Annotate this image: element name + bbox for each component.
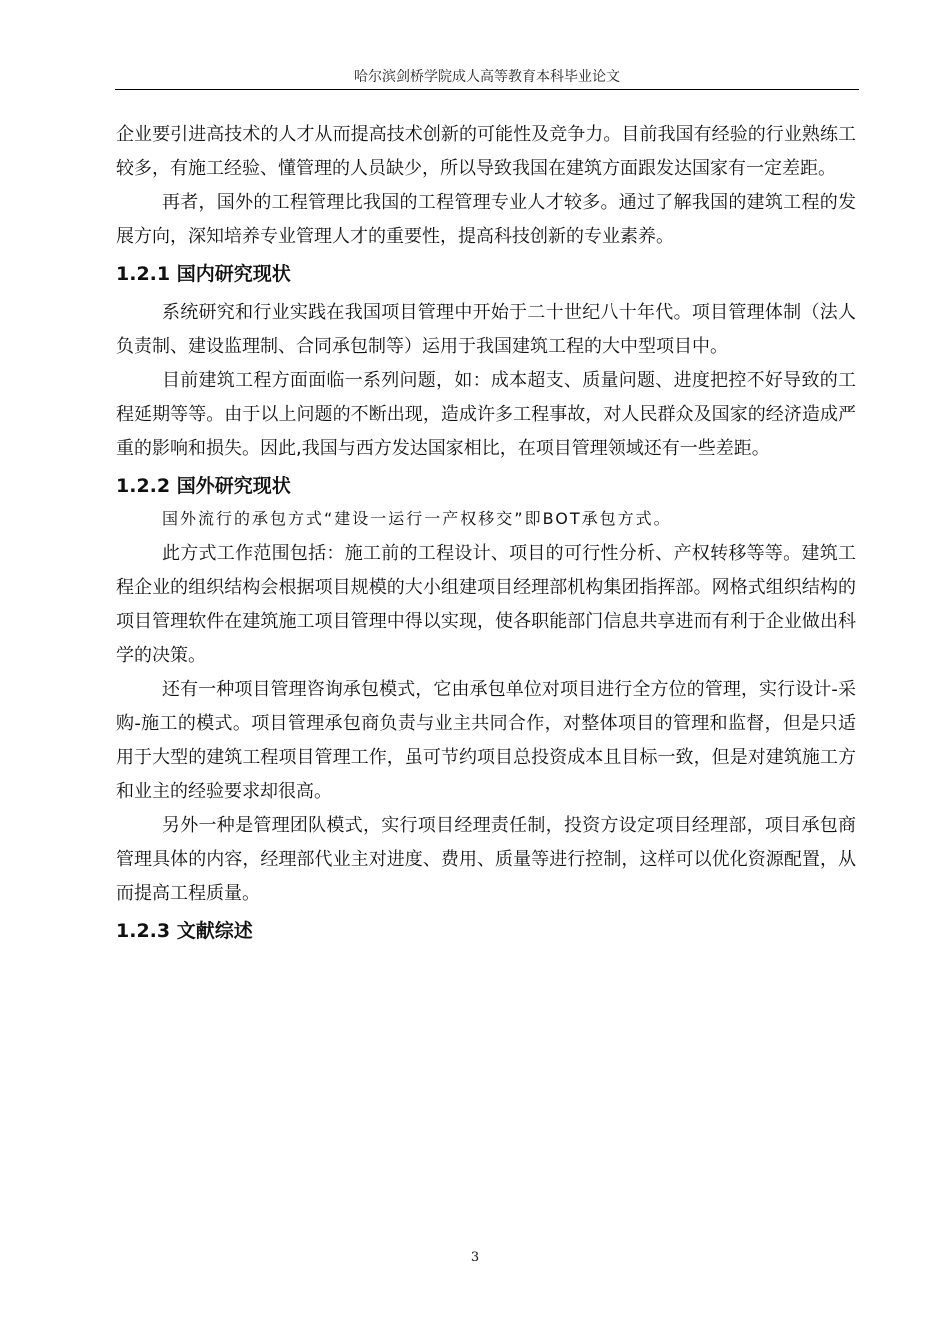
paragraph: 另外一种是管理团队模式，实行项目经理责任制，投资方设定项目经理部，项目承包商管理具体的内容，经理部代业主对进度、费用、质量等进行控制，这样可以优化资源配置，从而提高工程质量。	[116, 815, 856, 904]
section-heading: 1.2.1 国内研究现状	[116, 263, 291, 285]
paragraph: 目前建筑工程方面面临一系列问题，如：成本超支、质量问题、进度把控不好导致的工程延期等等。由于以上问题的不断出现，造成许多工程事故，对人民群众及国家的经济造成严重的影响和损失。因此,我国与西方发达国家相比，在项目管理领域还有一些差距。	[116, 370, 856, 459]
section-heading: 1.2.2 国外研究现状	[116, 475, 291, 497]
paragraph: 还有一种项目管理咨询承包模式，它由承包单位对项目进行全方位的管理，实行设计-采购-施工的模式。项目管理承包商负责与业主共同合作，对整体项目的管理和监督，但是只适用于大型的建筑工程项目管理工作，虽可节约项目总投资成本且目标一致，但是对建筑施工方和业主的经验要求却很高。	[116, 679, 856, 802]
page-number: 3	[470, 1250, 480, 1265]
body-text	[116, 118, 856, 953]
header-divider	[115, 89, 859, 90]
paragraph: 国外流行的承包方式“建设一运行一产权移交”即BOT承包方式。	[162, 509, 672, 528]
paragraph: 系统研究和行业实践在我国项目管理中开始于二十世纪八十年代。项目管理体制（法人负责制、建设监理制、合同承包制等）运用于我国建筑工程的大中型项目中。	[116, 302, 856, 357]
section-heading: 1.2.3 文献综述	[116, 920, 253, 942]
paragraph: 再者，国外的工程管理比我国的工程管理专业人才较多。通过了解我国的建筑工程的发展方向，深知培养专业管理人才的重要性，提高科技创新的专业素养。	[116, 192, 856, 247]
paragraph: 此方式工作范围包括：施工前的工程设计、项目的可行性分析、产权转移等等。建筑工程企业的组织结构会根据项目规模的大小组建项目经理部机构集团指挥部。网格式组织结构的项目管理软件在建筑施工项目管理中得以实现，使各职能部门信息共享进而有利于企业做出科学的决策。	[116, 543, 856, 666]
paragraph: 企业要引进高技术的人才从而提高技术创新的可能性及竞争力。目前我国有经验的行业熟练工较多，有施工经验、懂管理的人员缺少，所以导致我国在建筑方面跟发达国家有一定差距。	[116, 124, 856, 179]
page-header: 哈尔滨剑桥学院成人高等教育本科毕业论文	[354, 69, 620, 85]
